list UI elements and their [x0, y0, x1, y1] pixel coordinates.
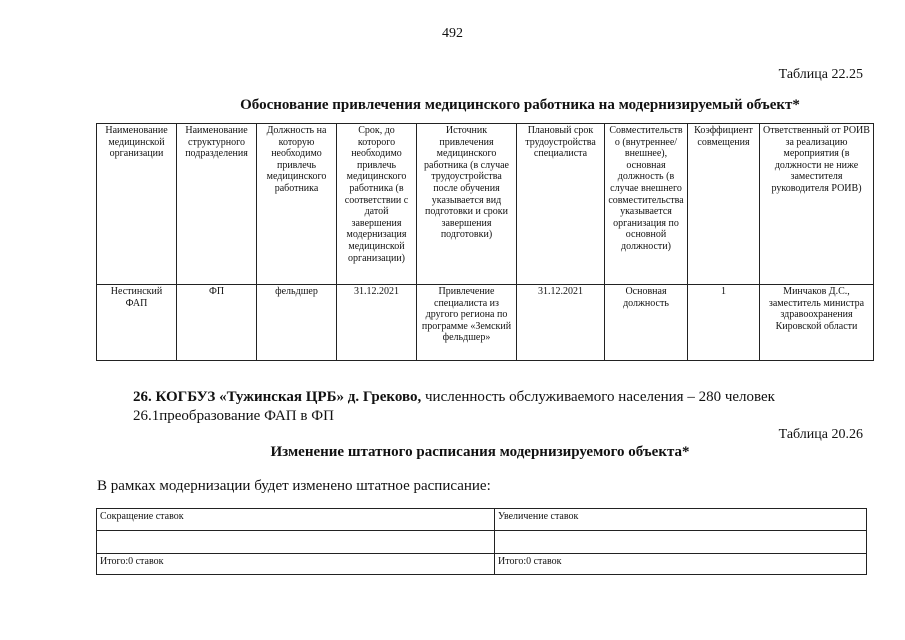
section-subheading: 26.1преобразование ФАП в ФП — [133, 408, 334, 424]
table-cell: 31.12.2021 — [337, 285, 417, 361]
reduction-header: Сокращение ставок — [97, 509, 495, 531]
table-label: Таблица 22.25 — [778, 67, 863, 82]
table-header-row — [97, 124, 874, 285]
table-cell: Основная должность — [605, 285, 688, 361]
column-header: Наименование медицинской организации — [97, 124, 177, 285]
table-title: Изменение штатного расписания модернизируемого объекта* — [270, 444, 690, 460]
staffing-change-table — [96, 508, 867, 575]
section-heading-org: 26. КОГБУЗ «Тужинская ЦРБ» д. Греково, — [133, 389, 422, 405]
table-cell: ФП — [177, 285, 257, 361]
page-number: 492 — [442, 26, 463, 41]
table-cell: фельдшер — [257, 285, 337, 361]
column-header: Плановый срок трудоустройства специалиста — [517, 124, 605, 285]
column-header: Коэффициент совмещения — [688, 124, 760, 285]
table-cell: 31.12.2021 — [517, 285, 605, 361]
table-cell — [495, 531, 867, 554]
table-cell: Нестинский ФАП — [97, 285, 177, 361]
table-cell — [97, 531, 495, 554]
table-total-row — [97, 554, 867, 575]
table-cell: Минчаков Д.С., заместитель министра здравоохранения Кировской области — [760, 285, 874, 361]
justification-table — [96, 123, 874, 361]
column-header: Должность на которую необходимо привлечь медицинского работника — [257, 124, 337, 285]
column-header: Наименование структурного подразделения — [177, 124, 257, 285]
table-title: Обоснование привлечения медицинского работника на модернизируемый объект* — [240, 97, 800, 113]
reduction-total: Итого:0 ставок — [97, 554, 495, 575]
table-cell: Привлечение специалиста из другого региона по программе «Земский фельдшер» — [417, 285, 517, 361]
section-heading — [133, 389, 775, 406]
column-header: Совместительство (внутреннее/внешнее), основная должность (в случае внешнего совместительства указывается организация по основной должности) — [605, 124, 688, 285]
column-header: Срок, до которого необходимо привлечь медицинского работника (в соответствии с датой завершения модернизация медицинской организации) — [337, 124, 417, 285]
column-header: Ответственный от РОИВ за реализацию мероприятия (в должности не ниже заместителя руководителя РОИВ) — [760, 124, 874, 285]
table-label: Таблица 20.26 — [778, 427, 863, 442]
section-heading-population: численность обслуживаемого населения – 280 человек — [421, 389, 775, 405]
increase-header: Увеличение ставок — [495, 509, 867, 531]
table-row — [97, 285, 874, 361]
increase-total: Итого:0 ставок — [495, 554, 867, 575]
column-header: Источник привлечения медицинского работника (в случае трудоустройства после обучения указывается вид подготовки и сроки завершения подготовки) — [417, 124, 517, 285]
table-row — [97, 531, 867, 554]
intro-paragraph: В рамках модернизации будет изменено штатное расписание: — [97, 478, 491, 494]
table-cell: 1 — [688, 285, 760, 361]
table-header-row — [97, 509, 867, 531]
